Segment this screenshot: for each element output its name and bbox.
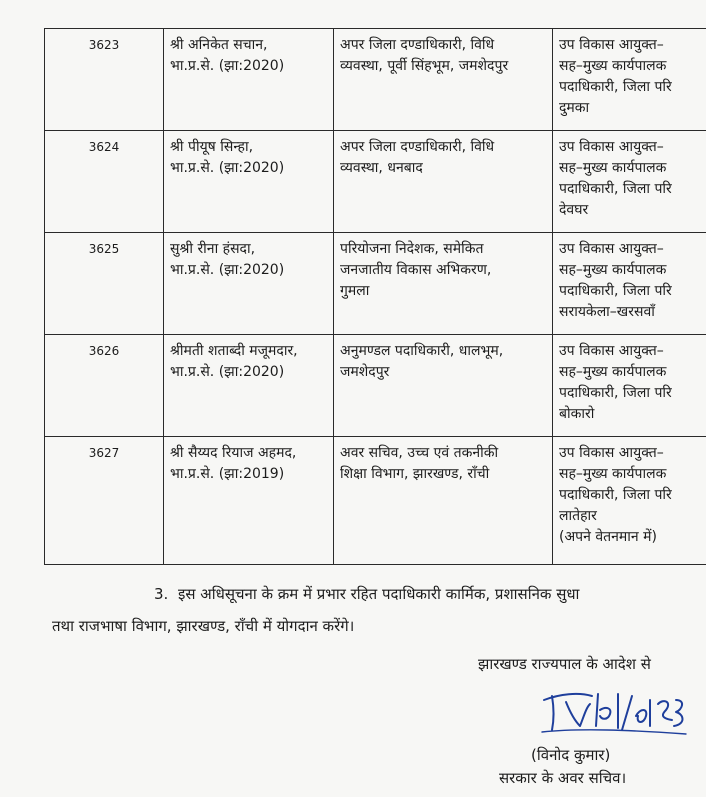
officer-service: भा.प्र.से. (झा:2020) — [170, 364, 285, 380]
table-row — [45, 437, 706, 565]
new-post-cell — [553, 335, 706, 437]
table-row — [45, 29, 706, 131]
by-order-line: झारखण्ड राज्यपाल के आदेश से — [478, 655, 651, 673]
new-post-line: लातेहार — [559, 508, 597, 524]
officer-service: भा.प्र.से. (झा:2020) — [170, 262, 285, 278]
new-post-line: सह–मुख्य कार्यपालक — [559, 58, 667, 74]
new-post-line: पदाधिकारी, जिला परि — [559, 79, 672, 95]
current-post-line: गुमला — [340, 283, 370, 299]
current-post-cell — [334, 437, 553, 565]
current-post-cell — [334, 335, 553, 437]
new-post-line: सरायकेला–खरसवाँ — [559, 304, 655, 320]
new-post-line: सह–मुख्य कार्यपालक — [559, 364, 667, 380]
new-post-line: पदाधिकारी, जिला परि — [559, 385, 672, 401]
serial-number-cell: 3625 — [45, 233, 164, 335]
new-post-line: उप विकास आयुक्त– — [559, 139, 664, 155]
new-post-cell — [553, 437, 706, 565]
table-row — [45, 233, 706, 335]
paragraph-line-1 — [44, 578, 694, 610]
officer-name-cell — [164, 29, 334, 131]
new-post-cell — [553, 131, 706, 233]
new-post-cell — [553, 233, 706, 335]
signatory-designation: सरकार के अवर सचिव। — [499, 769, 627, 787]
serial-number-cell: 3623 — [45, 29, 164, 131]
new-post-line: उप विकास आयुक्त– — [559, 445, 664, 461]
current-post-line: जनजातीय विकास अभिकरण, — [340, 262, 492, 278]
current-post-line: जमशेदपुर — [340, 364, 390, 380]
new-post-line: उप विकास आयुक्त– — [559, 343, 664, 359]
officer-name-cell — [164, 131, 334, 233]
officer-service: भा.प्र.से. (झा:2020) — [170, 160, 285, 176]
serial-number-cell: 3627 — [45, 437, 164, 565]
officer-name: श्रीमती शताब्दी मजूमदार, — [170, 343, 298, 359]
officer-name: श्री पीयूष सिन्हा, — [170, 139, 254, 155]
new-post-line: सह–मुख्य कार्यपालक — [559, 466, 667, 482]
serial-number-cell: 3624 — [45, 131, 164, 233]
handwritten-signature — [540, 686, 690, 744]
new-post-line: पदाधिकारी, जिला परि — [559, 283, 672, 299]
serial-number-cell: 3626 — [45, 335, 164, 437]
paragraph-number: 3. — [154, 585, 169, 603]
posting-table-body — [45, 29, 706, 565]
officer-name-cell — [164, 335, 334, 437]
table-row — [45, 335, 706, 437]
salary-note: (अपने वेतनमान में) — [559, 529, 657, 545]
instruction-paragraph — [44, 578, 694, 642]
current-post-line: अनुमण्डल पदाधिकारी, धालभूम, — [340, 343, 504, 359]
new-post-line: सह–मुख्य कार्यपालक — [559, 262, 667, 278]
current-post-cell — [334, 131, 553, 233]
current-post-cell — [334, 233, 553, 335]
current-post-line: व्यवस्था, धनबाद — [340, 160, 423, 176]
paragraph-text-1: इस अधिसूचना के क्रम में प्रभार रहित पदाधिकारी कार्मिक, प्रशासनिक सुधा — [178, 585, 580, 603]
current-post-line: अपर जिला दण्डाधिकारी, विधि — [340, 37, 495, 53]
new-post-cell — [553, 29, 706, 131]
current-post-line: शिक्षा विभाग, झारखण्ड, राँची — [340, 466, 490, 482]
new-post-line: उप विकास आयुक्त– — [559, 37, 664, 53]
current-post-line: परियोजना निदेशक, समेकित — [340, 241, 484, 257]
new-post-line: देवघर — [559, 202, 589, 218]
officer-name: सुश्री रीना हंसदा, — [170, 241, 256, 257]
paragraph-line-2: तथा राजभाषा विभाग, झारखण्ड, राँची में योगदान करेंगे। — [52, 617, 355, 635]
current-post-line: अपर जिला दण्डाधिकारी, विधि — [340, 139, 495, 155]
new-post-line: बोकारो — [559, 406, 595, 422]
new-post-line: दुमका — [559, 100, 590, 116]
new-post-line: सह–मुख्य कार्यपालक — [559, 160, 667, 176]
signatory-name: (विनोद कुमार) — [531, 746, 611, 764]
officer-name-cell — [164, 437, 334, 565]
officer-service: भा.प्र.से. (झा:2020) — [170, 58, 285, 74]
officer-service: भा.प्र.से. (झा:2019) — [170, 466, 285, 482]
new-post-line: उप विकास आयुक्त– — [559, 241, 664, 257]
current-post-line: अवर सचिव, उच्च एवं तकनीकी — [340, 445, 499, 461]
new-post-line: पदाधिकारी, जिला परि — [559, 181, 672, 197]
officer-name: श्री अनिकेत सचान, — [170, 37, 268, 53]
current-post-line: व्यवस्था, पूर्वी सिंहभूम, जमशेदपुर — [340, 58, 509, 74]
new-post-line: पदाधिकारी, जिला परि — [559, 487, 672, 503]
officer-name: श्री सैय्यद रियाज अहमद, — [170, 445, 297, 461]
posting-table — [44, 28, 706, 565]
table-row — [45, 131, 706, 233]
current-post-cell — [334, 29, 553, 131]
officer-name-cell — [164, 233, 334, 335]
